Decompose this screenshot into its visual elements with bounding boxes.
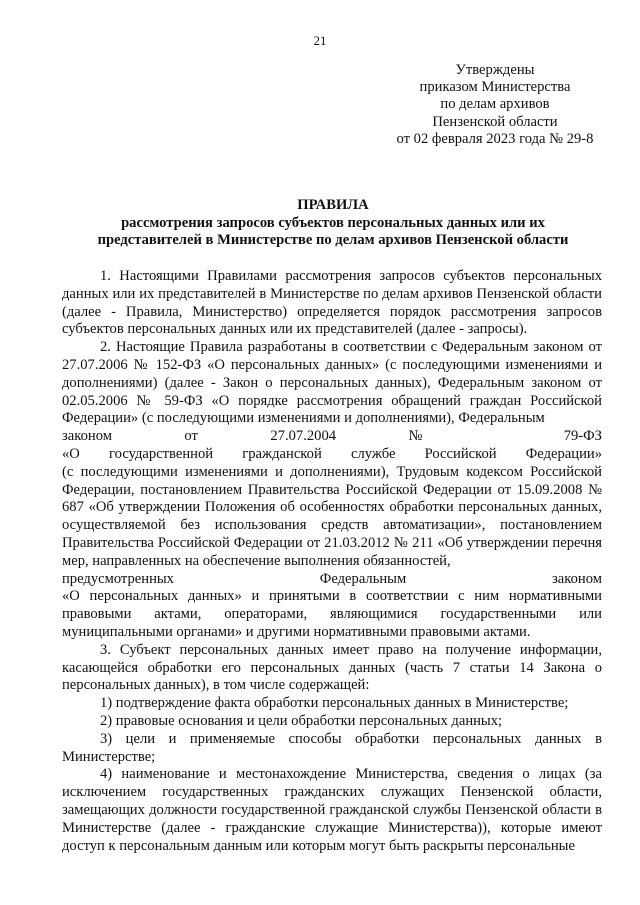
paragraph-3: 3. Субъект персональных данных имеет право на получение информации, касающейся обработки его персональных данных (часть 7 статьи 14 Закона о персональных данных), в том числе содержащей: (62, 641, 602, 694)
approval-line: приказом Министерства (419, 79, 571, 96)
paragraph-2-text: муниципальными органами» и другими нормативными правовыми актами. (62, 623, 531, 640)
title-subtitle-line: представителей в Министерстве по делам архивов Пензенской области (97, 232, 569, 249)
paragraph-1: 1. Настоящими Правилами рассмотрения запросов субъектов персональных данных или их представителей в Министерстве по делам архивов Пензенской области (далее - Правила, Министерство) определяется порядок рассмотрения запросов субъектов персональных данных или их представителей (далее - запросы). (62, 268, 602, 338)
document-title (62, 197, 604, 250)
list-item-2: 2) правовые основания и цели обработки персональных данных; (100, 712, 503, 729)
approval-line: Пензенской области (432, 113, 558, 130)
approval-line: по делам архивов (440, 96, 550, 113)
paragraph-2-service-line: «О государственной гражданской службе Российской Федерации» (62, 445, 602, 462)
paragraph-2-law-line: законом от 27.07.2004 № 79-ФЗ (62, 428, 602, 445)
approval-line: Утверждены (455, 62, 535, 78)
title-heading: ПРАВИЛА (297, 197, 369, 213)
approval-stamp (382, 62, 608, 148)
list-item-3: 3) цели и применяемые способы обработки персональных данных в Министерстве; (62, 730, 602, 765)
paragraph-2-text: 2. Настоящие Правила разработаны в соответствии с Федеральным законом от 27.07.2006 № 152-ФЗ «О персональных данных» (с последующими изменениями и дополнениями) (далее - Закон о персональных данных), Федеральным законом от 02.05.2006 № 59-ФЗ «О порядке рассмотрения обращений граждан Российской Федерации» (с последующими изменениями и дополнениями), Федеральным (62, 339, 602, 427)
document-body (62, 268, 602, 855)
paragraph-2-provided-line: предусмотренных Федеральным законом (62, 570, 602, 587)
paragraph-2-text: (с последующими изменениями и дополнениями), Трудовым кодексом Российской Федерации, постановлением Правительства Российской Федерации от 15.09.2008 № 687 «Об утверждении Положения об особенностях обработки персональных данных, осуществляемой без использования средств автоматизации», постановлением Правительства Российской Федерации от 21.03.2012 № 211 «Об утверждении перечня мер, направленных на обеспечение выполнения обязанностей, (62, 463, 602, 569)
title-subtitle-line: рассмотрения запросов субъектов персональных данных или их (121, 214, 545, 231)
list-item-4: 4) наименование и местонахождение Министерства, сведения о лицах (за исключением государственных гражданских служащих Пензенской области, замещающих должности государственной гражданской службы Пензенской области в Министерстве (далее - гражданские служащие Министерства)), которые имеют доступ к персональным данным или которым могут быть раскрыты персональные (62, 766, 602, 854)
list-item-1: 1) подтверждение факта обработки персональных данных в Министерстве; (100, 695, 569, 712)
paragraph-2-text: «О персональных данных» и принятыми в соответствии с ним нормативными правовыми актами, операторами, являющимися государственными или (62, 588, 602, 623)
approval-line: от 02 февраля 2023 года № 29-8 (396, 130, 594, 147)
page-number: 21 (313, 33, 327, 48)
paragraph-2 (62, 339, 602, 642)
